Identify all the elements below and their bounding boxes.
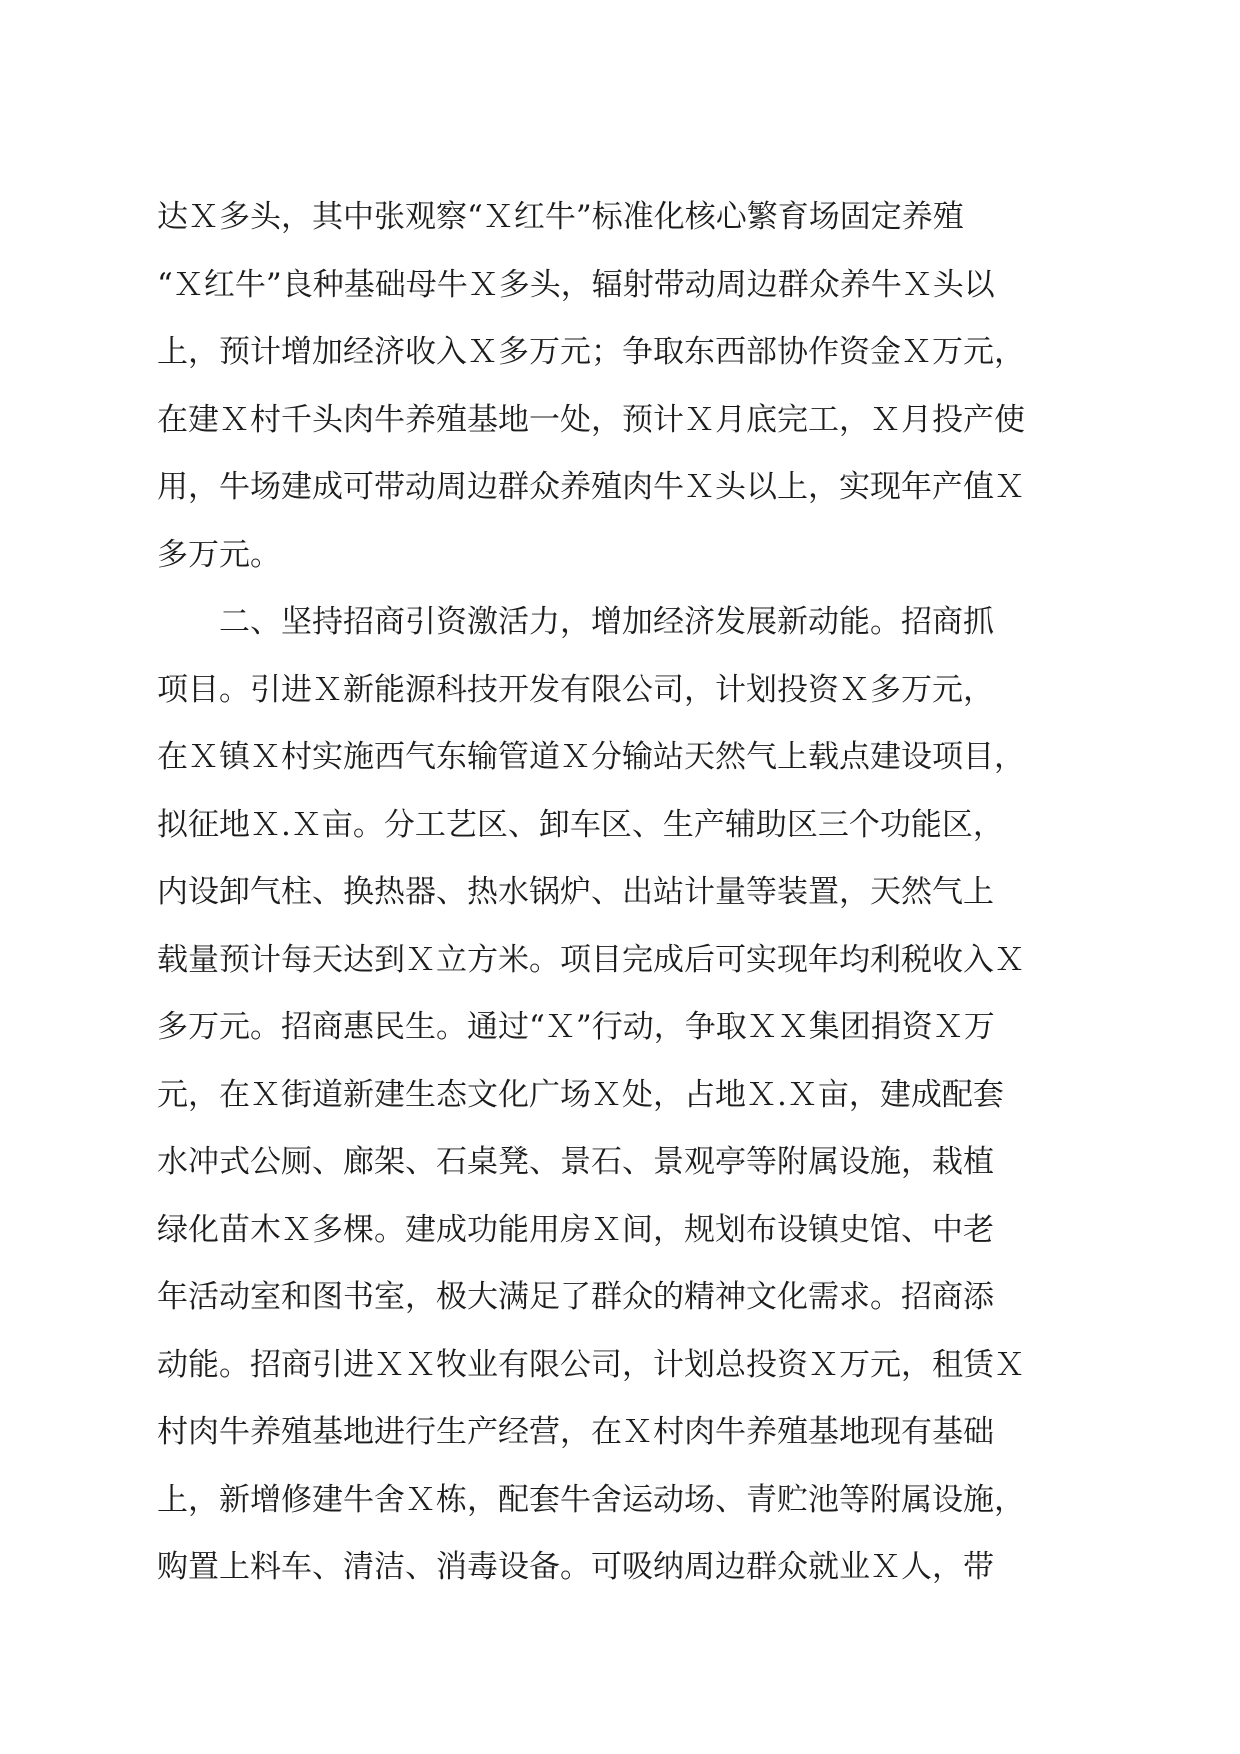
text-line: 多万元。招商惠民生。通过“Ｘ”行动，争取ＸＸ集团捐资Ｘ万 [157,1009,995,1045]
text-line: 拟征地Ｘ.Ｘ亩。分工艺区、卸车区、生产辅助区三个功能区， [157,806,1004,843]
text-line: 绿化苗木Ｘ多棵。建成功能用房Ｘ间，规划布设镇史馆、中老 [157,1211,994,1248]
text-line: 用，牛场建成可带动周边群众养殖肉牛Ｘ头以上，实现年产值Ｘ [157,469,1025,505]
text-line: 项目。引进Ｘ新能源科技开发有限公司，计划投资Ｘ多万元， [157,671,994,708]
text-line: 元，在Ｘ街道新建生态文化广场Ｘ处，占地Ｘ.Ｘ亩，建成配套 [157,1076,1004,1113]
text-line: “Ｘ红牛”良种基础母牛Ｘ多头，辐射带动周边群众养牛Ｘ头以 [157,266,995,303]
text-line: 载量预计每天达到Ｘ立方米。项目完成后可实现年均利税收入Ｘ [157,941,1025,978]
text-line: 在Ｘ镇Ｘ村实施西气东输管道Ｘ分输站天然气上载点建设项目， [157,739,1025,775]
text-line: 达Ｘ多头，其中张观察“Ｘ红牛”标准化核心繁育场固定养殖 [157,199,964,235]
paragraph-section-two [157,589,1087,1602]
text-line: 多万元。 [157,536,281,573]
text-line: 在建Ｘ村千头肉牛养殖基地一处，预计Ｘ月底完工，Ｘ月投产使 [157,401,1025,438]
text-line: 年活动室和图书室，极大满足了群众的精神文化需求。招商添 [157,1279,994,1315]
text-line: 上，新增修建牛舍Ｘ栋，配套牛舍运动场、青贮池等附属设施， [157,1481,1025,1518]
text-line: 内设卸气柱、换热器、热水锅炉、出站计量等装置，天然气上 [157,874,994,910]
paragraph-continuation [157,184,1087,589]
text-line: 二、坚持招商引资激活力，增加经济发展新动能。招商抓 [157,604,994,640]
text-line: 上，预计增加经济收入Ｘ多万元；争取东西部协作资金Ｘ万元， [157,334,1025,370]
text-line: 动能。招商引进ＸＸ牧业有限公司，计划总投资Ｘ万元，租赁Ｘ [157,1346,1025,1383]
text-line: 购置上料车、清洁、消毒设备。可吸纳周边群众就业Ｘ人，带 [157,1549,994,1585]
text-line: 水冲式公厕、廊架、石桌凳、景石、景观亭等附属设施，栽植 [157,1144,994,1180]
text-line: 村肉牛养殖基地进行生产经营，在Ｘ村肉牛养殖基地现有基础 [157,1414,994,1450]
